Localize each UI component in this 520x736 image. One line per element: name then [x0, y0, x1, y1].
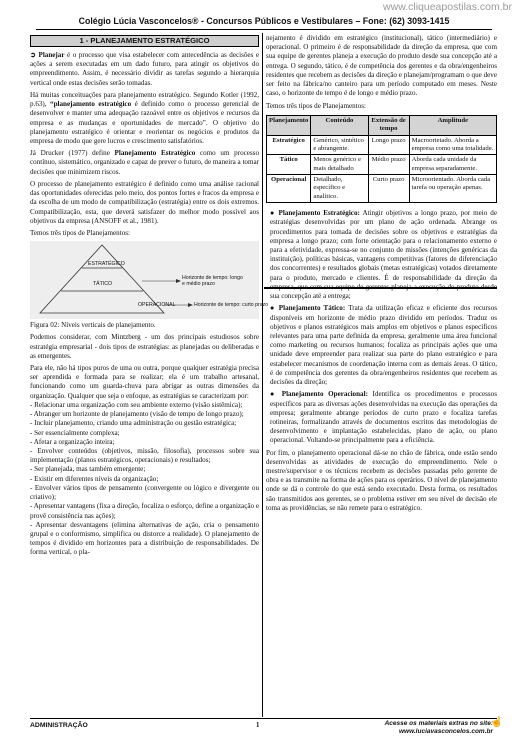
list-item: - Existir em diferentes níveis da organização; — [30, 474, 159, 483]
footer-site-text: Acesse os materiais extras no site: — [384, 720, 493, 727]
term-planejamento-estrategico: “planejamento estratégico — [50, 100, 132, 109]
list-item: - Incluir planejamento, criando uma administração ou gestão estratégica; — [30, 419, 237, 428]
table-cell: Curto prazo — [368, 175, 409, 203]
label-horizonte-medio: e médio prazo — [182, 281, 215, 288]
footer-subject: ADMINISTRAÇÃO — [30, 722, 88, 729]
table-row — [267, 175, 497, 203]
paragraph-tres-tipos-2: Temos três tipos de Planejamentos: — [266, 101, 366, 110]
bullet-estrategico — [266, 209, 497, 301]
paragraph-text: Há muitas conceituações para planejamento estratégico. Segundo Kotler (1992, p.63), — [30, 90, 259, 109]
paragraph-text: Identifica os procedimentos e processos específicos para as diversas ações desenvolvidas na execução das operações da empresa; geralmente abrange períodos de curto prazo e focaliza tarefas rotineiras, formalizando através de documentos escritos das metodologias de desenvolvimento e implantação estabelecidas, plano de ação, ou plano operacional. Voltando-se principalmente para a eficiência. — [270, 390, 497, 445]
paragraph-por-fim: Por fim, o planejamento operacional dá-se no chão de fábrica, onde estão sendo desenvolvidas as atividades de execução do empreendimento. Nele o mestre/supervisor e os técnicos recebem as decisões passadas pelo gerente de obra e as transmite na forma de ações para os operários. O nível de planejamento onde se dá o controle do que está sendo executado. Desta forma, os resultados são transmitidos aos gerentes, se o problema estiver em seu nível de decisão ele toma as providências, se não remete para o estratégico. — [266, 448, 497, 512]
paragraph-para-ele: Para ele, não há tipos puros de uma ou outra, porque qualquer estratégia precisa ser aprendida e formada para se realizar; ela é um trabalho artesanal, funcionando como um guarda-chuva para abrigar as outras dimensões da organização. Qualquer que seja o enfoque, as estratégias se caracterizam por: — [30, 364, 259, 400]
pointer-hand-icon: ☝ — [490, 717, 503, 728]
table-cell: Aborda cada unidade da empresa separadamente. — [409, 155, 496, 175]
table-header: Amplitude — [409, 115, 496, 135]
table-header: Planejamento — [267, 115, 311, 135]
label-horizonte-longo: Horizonte de tempo: longo — [182, 275, 243, 282]
section-title: 1 - PLANEJAMENTO ESTRATÉGICO — [30, 35, 259, 47]
paragraph-text: Atingir objetivos a longo prazo, por meio de estratégias desenvolvidas por um plano de ação ordenada. Abrange os procedimentos para tomada de decisões sobre os objetivos e estratégias da empresa a longo prazo; com forte orientação para o relacionamento externo e para a efetividade, expressa-se no conjunto de missões (intenções genéricas da instituição), políticas básicas, vantagens competitivas (fatores de diferenciação dos concorrentes) e resultados globais (metas estratégicas) votados diretamente para o produto, mercado e clientes. É de responsabilidade da direção da empresa, que com sua equipe de gerentes planeja a execução do produto desde sua concepção até a entrega; — [270, 209, 497, 301]
table-cell: Longo prazo — [368, 135, 409, 155]
planning-levels-diagram — [30, 241, 269, 319]
list-item: - Ser planejada, mas também emergente; — [30, 465, 146, 474]
label-horizonte-curto: Horizonte de tempo: curto prazo — [194, 302, 269, 309]
left-column — [30, 34, 269, 716]
bullet-icon: ● — [270, 390, 282, 399]
page-footer — [30, 717, 503, 735]
bullet-arrow-icon: ➲ — [30, 51, 39, 59]
planning-types-table — [266, 115, 497, 203]
characteristics-list — [30, 401, 259, 558]
paragraph-mintzberg: Podemos considerar, com Mintzberg - um dos principais estudiosos sobre estratégia empresarial - dois tipos de estratégias: as planejadas ou deliberadas e as emergentes. — [30, 333, 259, 360]
paragraph-text: Trata da utilização eficaz e eficiente dos recursos disponíveis em horizonte de médio prazo dividido em períodos. Traduz os objetivos e planos estratégicos mais amplos em objetivos e planos específicos relevantes para uma parte definida da empresa, geralmente uma área funcional como marketing ou recursos humanos; focaliza as principais ações que uma unidade deve empreender para realizar sua parte do plano estratégico e para estabelecer mecanismos de coordenação interna com as demais áreas. O tático, é de competência dos gerentes da obra/engenheiros residentes que recebem as decisões da direção; — [270, 304, 497, 387]
paragraph-processo: O processo de planejamento estratégico é definido como uma análise racional das oportunidades oferecidas pelo meio, dos pontos fortes e fracos da empresa e da escolha de um modo de compatibilização (estratégia) entre os dois extremos. Compatibilização, esta, que deverá satisfazer do melhor modo possível aos objetivos da empresa (ANSOFF et al., 1981). — [30, 179, 259, 225]
table-header: Conteúdo — [311, 115, 368, 135]
table-cell: Macroorietado. Aborda a empresa como uma totalidade. — [409, 135, 496, 155]
table-cell: Operacional — [267, 175, 311, 203]
table-cell: Menos genérico e mais detalhado — [311, 155, 368, 175]
list-item: - Apresentar desvantagens (elimina alternativas de ação, cria o pensamento grupal e o conformismo, simplifica ou distorce a realidade). O planejamento de tempos é dividido em horizontes para a distribuição de responsabilidades. De forma vertical, o pla- — [30, 520, 259, 557]
paragraph-text: como um processo contínuo, sistemático, organizado e capaz de prever o futuro, de maneira a tomar decisões que minimizem riscos. — [30, 149, 259, 176]
paragraph-text: é o processo que visa estabelecer com antecedência as decisões e ações a serem executadas em um dado futuro, para atingir os objetivos do empreendimento. Assim, é necessário dividir as tarefas segundo a hierarquia vertical onde estas decisões serão tomadas. — [30, 51, 259, 87]
paragraph-text: Já Drucker (1977) define — [30, 149, 115, 158]
watermark[interactable]: www.cliqueapostilas.com.br — [383, 1, 512, 13]
paragraph-drucker — [30, 149, 259, 177]
label-estrategico: ESTRATÉGICO — [88, 261, 125, 268]
label-tatico: TÁTICO — [93, 281, 113, 288]
term-tatico: Planejamento Tático: — [278, 304, 346, 313]
list-item: - Relacionar uma organização com seu ambiente externo (visão sistêmica); — [30, 400, 243, 409]
table-cell: Estratégico — [267, 135, 311, 155]
term-planejar: Planejar — [38, 51, 65, 59]
page-number: 1 — [256, 722, 260, 729]
bullet-tatico — [266, 304, 497, 387]
table-cell: Genérico, sintético e abrangente. — [311, 135, 368, 155]
list-item: - Ser essencialmente complexa; — [30, 428, 120, 437]
term-planejamento-estrategico-2: Planejamento Estratégico — [114, 149, 196, 158]
paragraph-continuation: nejamento é dividido em estratégico (institucional), tático (intermediário) e operacional. O primeiro é de responsabilidade da direção da empresa, que com sua equipe de gerentes planeja a execução do produto desde sua concepção até a entrega. O segundo, tático, é de competência dos gerentes e da obra/engenheiros residentes que recebem as decisões da direção e planejam/programam o que deve ser feito na fábrica/no canteiro para um período computado em meses. Neste caso, o horizonte de tempo é de longo e médio prazo. — [266, 34, 497, 98]
paragraph-kotler — [30, 91, 259, 146]
table-cell: Tático — [267, 155, 311, 175]
table-row — [267, 155, 497, 175]
table-row — [267, 135, 497, 155]
list-item: - Afetar a organização inteira; — [30, 437, 115, 446]
paragraph-planejar — [30, 51, 259, 88]
term-operacional: Planejamento Operacional: — [281, 390, 368, 399]
bullet-icon: ● — [270, 304, 279, 313]
paragraph-text: é definido como o processo gerencial de desenvolver e manter uma adequação razoável entre os objetivos e recursos da empresa e as mudanças e oportunidades de mercado”. O objetivo do planejamento estratégico é orientar e reorientar os negócios e produtos da empresa de modo que gere lucros e crescimento satisfatórios. — [30, 100, 260, 145]
right-column — [266, 34, 497, 716]
list-item: - Abranger um horizonte de planejamento (visão de tempo de longo prazo); — [30, 410, 244, 419]
list-item: - Envolver conteúdos (objetivos, missão, filosofia), processos sobre sua implementação (planos estratégicos, operacionais) e resultados; — [30, 447, 259, 465]
table-cell: Médio prazo — [368, 155, 409, 175]
table-cell: Detalhado, específico e analítico. — [311, 175, 368, 203]
footer-site-link[interactable]: www.luciavasconcelos.com.br — [398, 727, 493, 735]
list-item: - Envolver vários tipos de pensamento (convergente ou lógico e divergente ou criativo); — [30, 483, 259, 502]
label-operacional: OPERACIONAL — [138, 302, 176, 309]
column-divider — [262, 33, 263, 717]
figure-caption: Figura 02: Níveis verticais de planejamento. — [30, 321, 156, 330]
footer-site-info — [384, 717, 503, 736]
page-header: Colégio Lúcia Vasconcelos® - Concursos Públicos e Vestibulares – Fone: (62) 3093-1415 — [36, 12, 492, 30]
bullet-icon: ● — [270, 209, 279, 218]
table-header: Extensão de tempo — [368, 115, 409, 135]
paragraph-tres-tipos: Temos três tipos de Planejamentos: — [30, 228, 130, 237]
bullet-operacional — [266, 390, 497, 445]
table-cell: Microorientado. Aborda cada tarefa ou operação apenas. — [409, 175, 496, 203]
table-header-row — [267, 115, 497, 135]
list-item: - Apresentar vantagens (fixa a direção, focaliza o esforço, define a organização e provê consistência nas ações); — [30, 502, 259, 520]
term-estrategico: Planejamento Estratégico: — [278, 209, 360, 218]
